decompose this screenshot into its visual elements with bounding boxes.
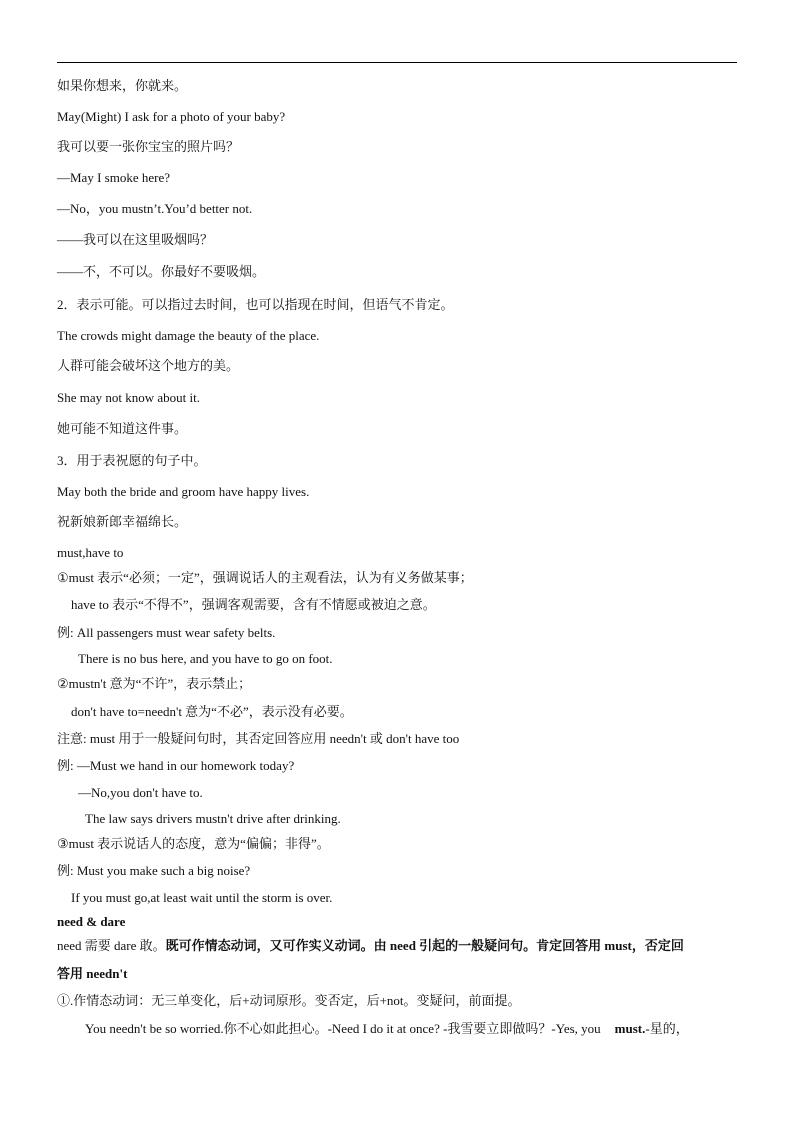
- text-line: 注意: must 用于一般疑问句时，其否定回答应用 needn't 或 don't have too: [57, 731, 460, 746]
- text-line: If you must go,at least wait until the storm is over.: [71, 890, 333, 905]
- text-line: May(Might) I ask for a photo of your baby?: [57, 109, 286, 124]
- text-span: must.: [614, 1021, 646, 1036]
- text-line: —No，you mustn’t.You’d better not.: [57, 201, 253, 216]
- text-line: 例: All passengers must wear safety belts.: [57, 625, 276, 640]
- text-line: 3．用于表祝愿的句子中。: [57, 453, 207, 468]
- text-line: [57, 938, 684, 954]
- text-line: ②mustn't 意为“不许”，表示禁止；: [57, 676, 252, 691]
- text-line: ①must 表示“必须；一定”，强调说话人的主观看法，认为有义务做某事；: [57, 570, 473, 585]
- text-span: You needn't be so worried.你不心如此担心。-Need I do it at once? -我雪要立即做吗？-Yes, you: [85, 1021, 601, 1036]
- text-line: 如果你想来，你就来。: [57, 78, 188, 93]
- text-line: 她可能不知道这件事。: [57, 421, 188, 436]
- text-line: ——我可以在这里吸烟吗？: [57, 232, 214, 247]
- text-line: 2．表示可能。可以指过去时间，也可以指现在时间，但语气不肯定。: [57, 297, 454, 312]
- text-line: ①.作情态动词：无三单变化，后+动词原形。变否定，后+not。变疑问，前面提。: [57, 993, 521, 1008]
- text-line: 答用 needn't: [57, 966, 128, 981]
- text-span: -星的，: [645, 1021, 689, 1036]
- text-line: must,have to: [57, 545, 124, 560]
- text-line: She may not know about it.: [57, 390, 200, 405]
- text-span: 既可作情态动词，又可作实义动词。由 need 引起的一般疑问句。肯定回答用 must，否定回: [165, 938, 684, 953]
- text-line: 例: —Must we hand in our homework today?: [57, 758, 295, 773]
- section-heading: need & dare: [57, 914, 126, 929]
- text-line: May both the bride and groom have happy lives.: [57, 484, 310, 499]
- text-line: 祝新娘新郎幸福绵长。: [57, 514, 188, 529]
- header-rule: [57, 62, 737, 63]
- text-line: [85, 1021, 689, 1037]
- text-line: The crowds might damage the beauty of the place.: [57, 328, 320, 343]
- text-line: 我可以要一张你宝宝的照片吗？: [57, 139, 240, 154]
- text-line: The law says drivers mustn't drive after drinking.: [85, 811, 341, 826]
- text-line: 人群可能会破坏这个地方的美。: [57, 358, 240, 373]
- text-line: —No,you don't have to.: [78, 785, 203, 800]
- text-line: There is no bus here, and you have to go on foot.: [78, 651, 333, 666]
- text-line: don't have to=needn't 意为“不必”，表示没有必要。: [71, 704, 353, 719]
- text-span: need 需要 dare 敢。: [57, 938, 166, 953]
- text-line: 例: Must you make such a big noise?: [57, 863, 251, 878]
- text-line: —May I smoke here?: [57, 170, 170, 185]
- text-line: ——不，不可以。你最好不要吸烟。: [57, 264, 266, 279]
- text-line: have to 表示“不得不”，强调客观需要，含有不情愿或被迫之意。: [71, 597, 436, 612]
- text-line: ③must 表示说话人的态度，意为“偏偏；非得”。: [57, 836, 330, 851]
